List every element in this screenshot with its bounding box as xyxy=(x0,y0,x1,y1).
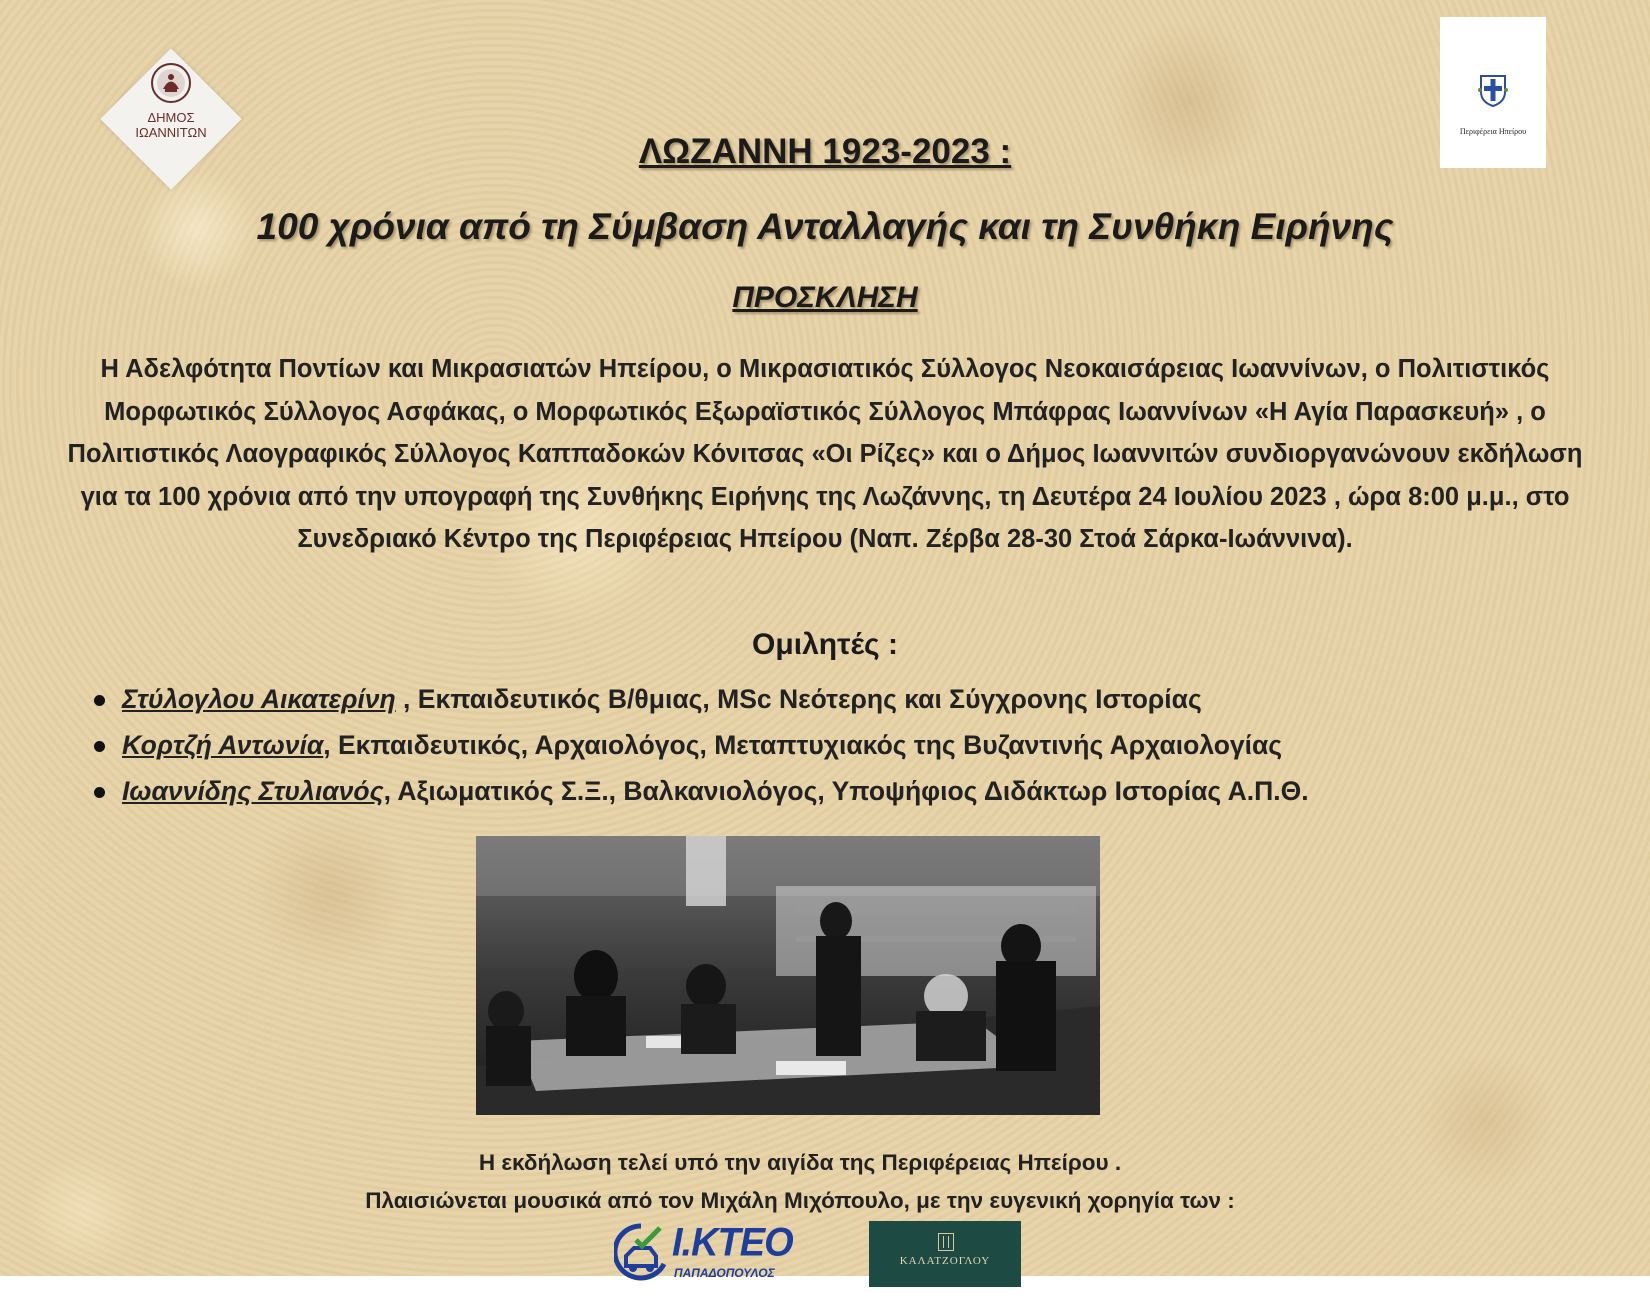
speaker-item xyxy=(88,678,1608,724)
region-logo-caption: Περιφέρεια Ηπείρου xyxy=(1459,127,1527,136)
bullet-icon xyxy=(94,741,105,752)
ikteo-sponsor-logo xyxy=(614,1220,793,1288)
dimos-emblem-icon xyxy=(150,62,192,104)
page-subtitle: 100 χρόνια από τη Σύμβαση Ανταλλαγής και τη Συνθήκη Ειρήνης xyxy=(256,206,1394,247)
speaker-item xyxy=(88,770,1608,816)
speakers-list xyxy=(88,678,1608,816)
speaker-description: , Αξιωματικός Σ.Ξ., Βαλκανιολόγος, Υποψήφιος Διδάκτωρ Ιστορίας Α.Π.Θ. xyxy=(383,776,1309,806)
bottom-white-strip xyxy=(0,1276,1650,1300)
kalatzoglou-mark-icon xyxy=(938,1233,954,1251)
invitation-body: Η Αδελφότητα Ποντίων και Μικρασιατών Ηπείρου, ο Μικρασιατικός Σύλλογος Νεοκαισάρειας Ιωαννίνων, ο Πολιτιστικός Μορφωτικός Σύλλογος Ασφάκας, ο Μορφωτικός Εξωραϊστικός Σύλλογος Μπάφρας Ιωαννίνων «Η Αγία Παρασκευή» , ο Πολιτιστικός Λαογραφικός Σύλλογος Καππαδοκών Κόνιτσας «Οι Ρίζες» και ο Δήμος Ιωαννιτών συνδιοργανώνουν εκδήλωση για τα 100 χρόνια από την υπογραφή της Συνθήκης Ειρήνης της Λωζάννης, τη Δευτέρα 24 Ιουλίου 2023 , ώρα 8:00 μ.μ., στο Συνεδριακό Κέντρο της Περιφέρειας Ηπείρου (Ναπ. Ζέρβα 28-30 Στοά Σάρκα-Ιωάννινα). xyxy=(67,355,1583,553)
greek-coat-of-arms-icon xyxy=(1477,74,1509,108)
dimos-logo-line1: ΔΗΜΟΣ xyxy=(147,110,195,125)
footer-sponsors-text: Πλαισιώνεται μουσικά από τον Μιχάλη Μιχόπουλο, με την ευγενική χορηγία των : xyxy=(365,1188,1235,1213)
bullet-icon xyxy=(94,695,105,706)
ikteo-subtitle: ΠΑΠΑΔΟΠΟΥΛΟΣ xyxy=(674,1266,775,1280)
bullet-icon xyxy=(94,787,105,798)
car-check-icon xyxy=(614,1222,668,1284)
footer-patronage: Η εκδήλωση τελεί υπό την αιγίδα της Περιφέρειας Ηπείρου . xyxy=(478,1150,1122,1175)
speakers-heading: Ομιλητές : xyxy=(752,628,898,661)
ikteo-name: Ι.ΚΤΕΟ xyxy=(672,1220,793,1266)
historical-signing-photo xyxy=(476,836,1100,1115)
speaker-item xyxy=(88,724,1608,770)
speaker-description: , Εκπαιδευτικός, Αρχαιολόγος, Μεταπτυχιακός της Βυζαντινής Αρχαιολογίας xyxy=(323,730,1283,760)
kalatzoglou-sponsor-logo xyxy=(869,1221,1021,1287)
speaker-name: Κορτζή Αντωνία xyxy=(122,730,324,760)
invitation-heading: ΠΡΟΣΚΛΗΣΗ xyxy=(732,281,918,314)
speaker-description: , Εκπαιδευτικός Β/θμιας, MSc Νεότερης και Σύγχρονης Ιστορίας xyxy=(395,684,1202,714)
speaker-name: Στύλογλου Αικατερίνη xyxy=(122,684,396,714)
speaker-name: Ιωαννίδης Στυλιανός xyxy=(122,776,384,806)
page-title: ΛΩΖΑΝΝΗ 1923-2023 : xyxy=(638,132,1012,171)
kalatzoglou-name: ΚΑΛΑΤΖΟΓΛΟΥ xyxy=(899,1255,991,1267)
dimos-logo-line2: ΙΩΑΝΝΙΤΩΝ xyxy=(135,125,207,140)
